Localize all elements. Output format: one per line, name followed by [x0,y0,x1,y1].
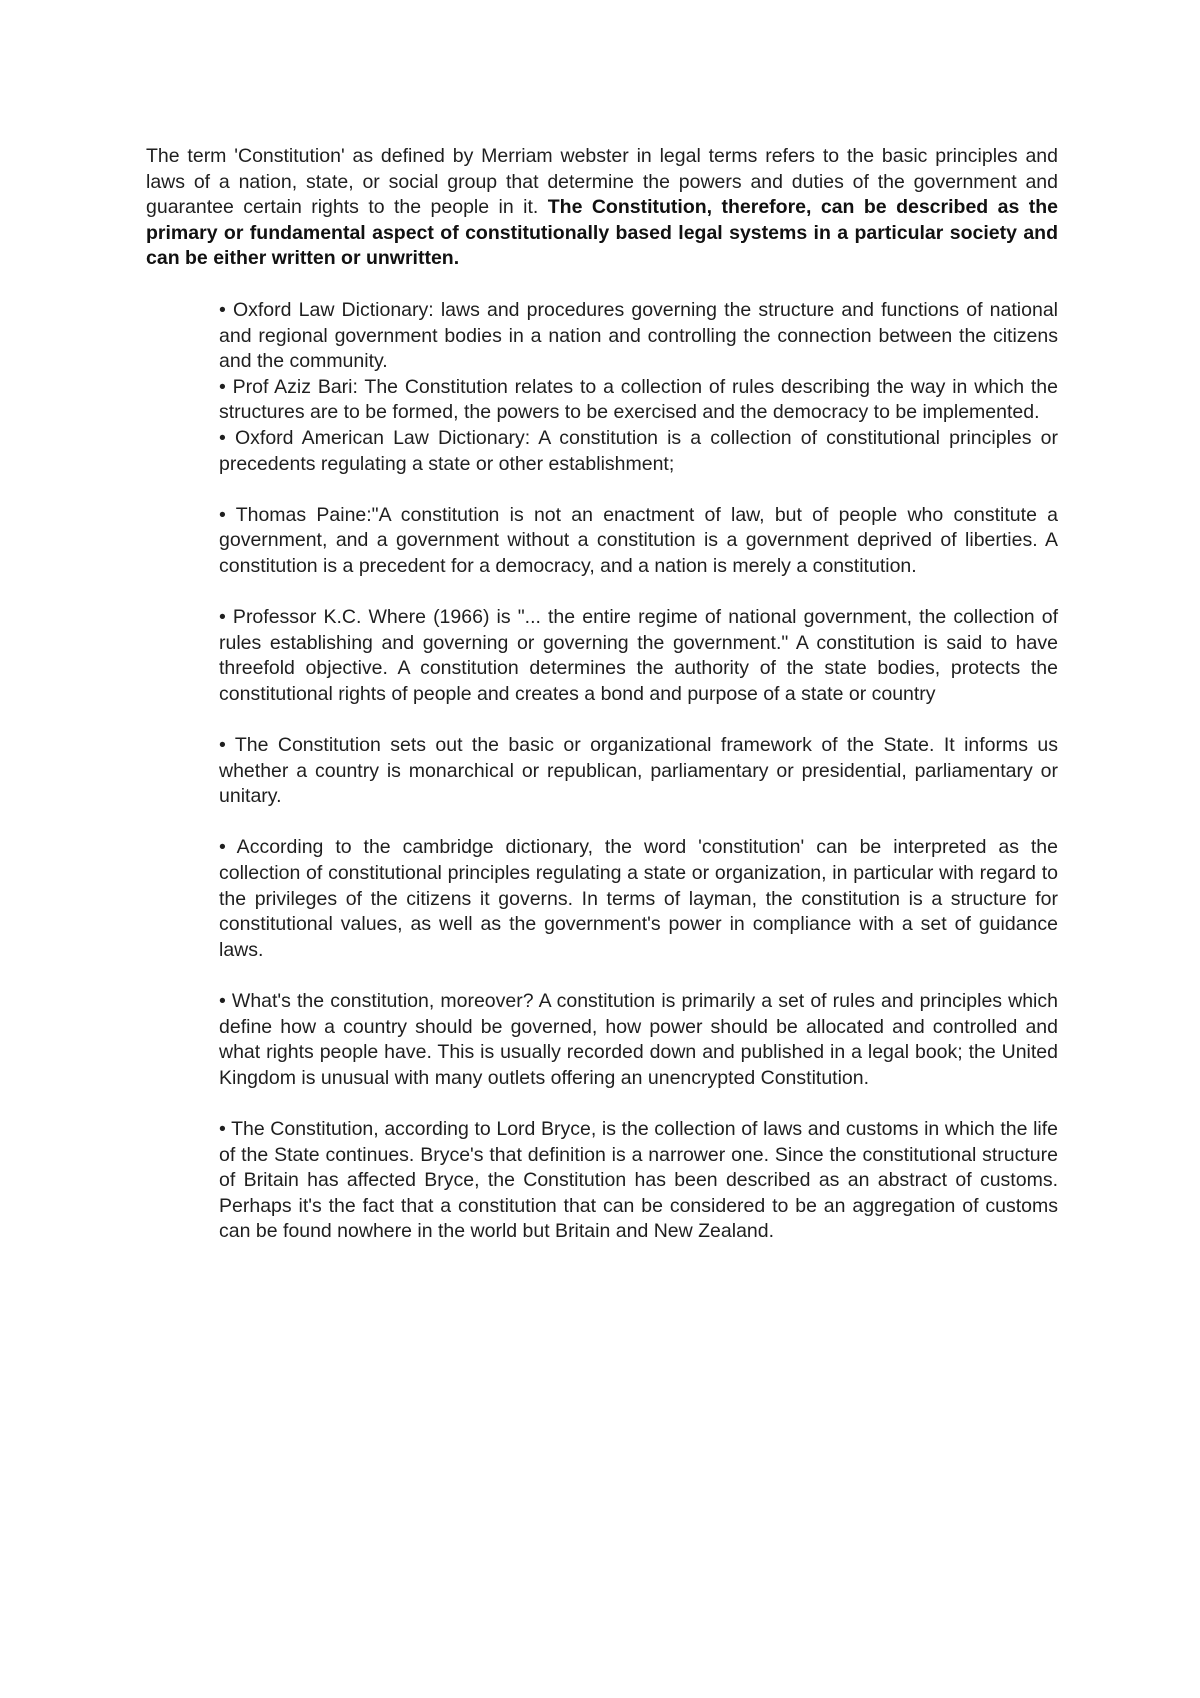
list-item: • According to the cambridge dictionary, the word 'constitution' can be interpreted as the collection of constitutional principles regulating a state or organization, in particular with regard to the privileges of the citizens it governs. In terms of layman, the constitution is a structure for constitutional values, as well as the government's power in compliance with a set of guidance laws. [219,836,1058,961]
list-item: • The Constitution, according to Lord Bryce, is the collection of laws and customs in which the life of the State continues. Bryce's that definition is a narrower one. Since the constitutional structure of Britain has affected Bryce, the Constitution has been described as an abstract of customs. Perhaps it's the fact that a constitution that can be considered to be an aggregation of customs can be found nowhere in the world but Britain and New Zealand. [219,1117,1058,1243]
definition-list [219,298,1058,1245]
intro-text: The term 'Constitution' as defined by Merriam webster in legal terms refers to the basic principles and laws of a nation, state, or social group that determine the powers and duties of the government and guarantee certain rights to the people in it. [146,145,1058,219]
list-item: • Thomas Paine:"A constitution is not an enactment of law, but of people who constitute a government, and a government without a constitution is a government deprived of liberties. A constitution is a precedent for a democracy, and a nation is merely a constitution. [219,503,1058,577]
intro-bold-text: The Constitution, therefore, can be described as the primary or fundamental aspect of constitutionally based legal systems in a particular society and can be either written or unwritten. [146,196,1058,270]
list-item: • Prof Aziz Bari: The Constitution relates to a collection of rules describing the way in which the structures are to be formed, the powers to be exercised and the democracy to be implemented. [219,375,1058,424]
document-body [146,144,1058,1245]
list-item: • Oxford Law Dictionary: laws and procedures governing the structure and functions of national and regional government bodies in a nation and controlling the connection between the citizens and the community. [219,298,1058,373]
intro-paragraph [146,144,1058,272]
list-item: • What's the constitution, moreover? A constitution is primarily a set of rules and principles which define how a country should be governed, how power should be allocated and controlled and what rights people have. This is usually recorded down and published in a legal book; the United Kingdom is unusual with many outlets offering an unencrypted Constitution. [219,990,1058,1089]
list-item: • The Constitution sets out the basic or organizational framework of the State. It informs us whether a country is monarchical or republican, parliamentary or presidential, parliamentary or unitary. [219,734,1058,808]
list-item: • Oxford American Law Dictionary: A constitution is a collection of constitutional principles or precedents regulating a state or other establishment; [219,426,1058,475]
list-item: • Professor K.C. Where (1966) is "... the entire regime of national government, the collection of rules establishing and governing or governing the government." A constitution is said to have threefold objective. A constitution determines the authority of the state bodies, protects the constitutional rights of people and creates a bond and purpose of a state or country [219,606,1058,705]
